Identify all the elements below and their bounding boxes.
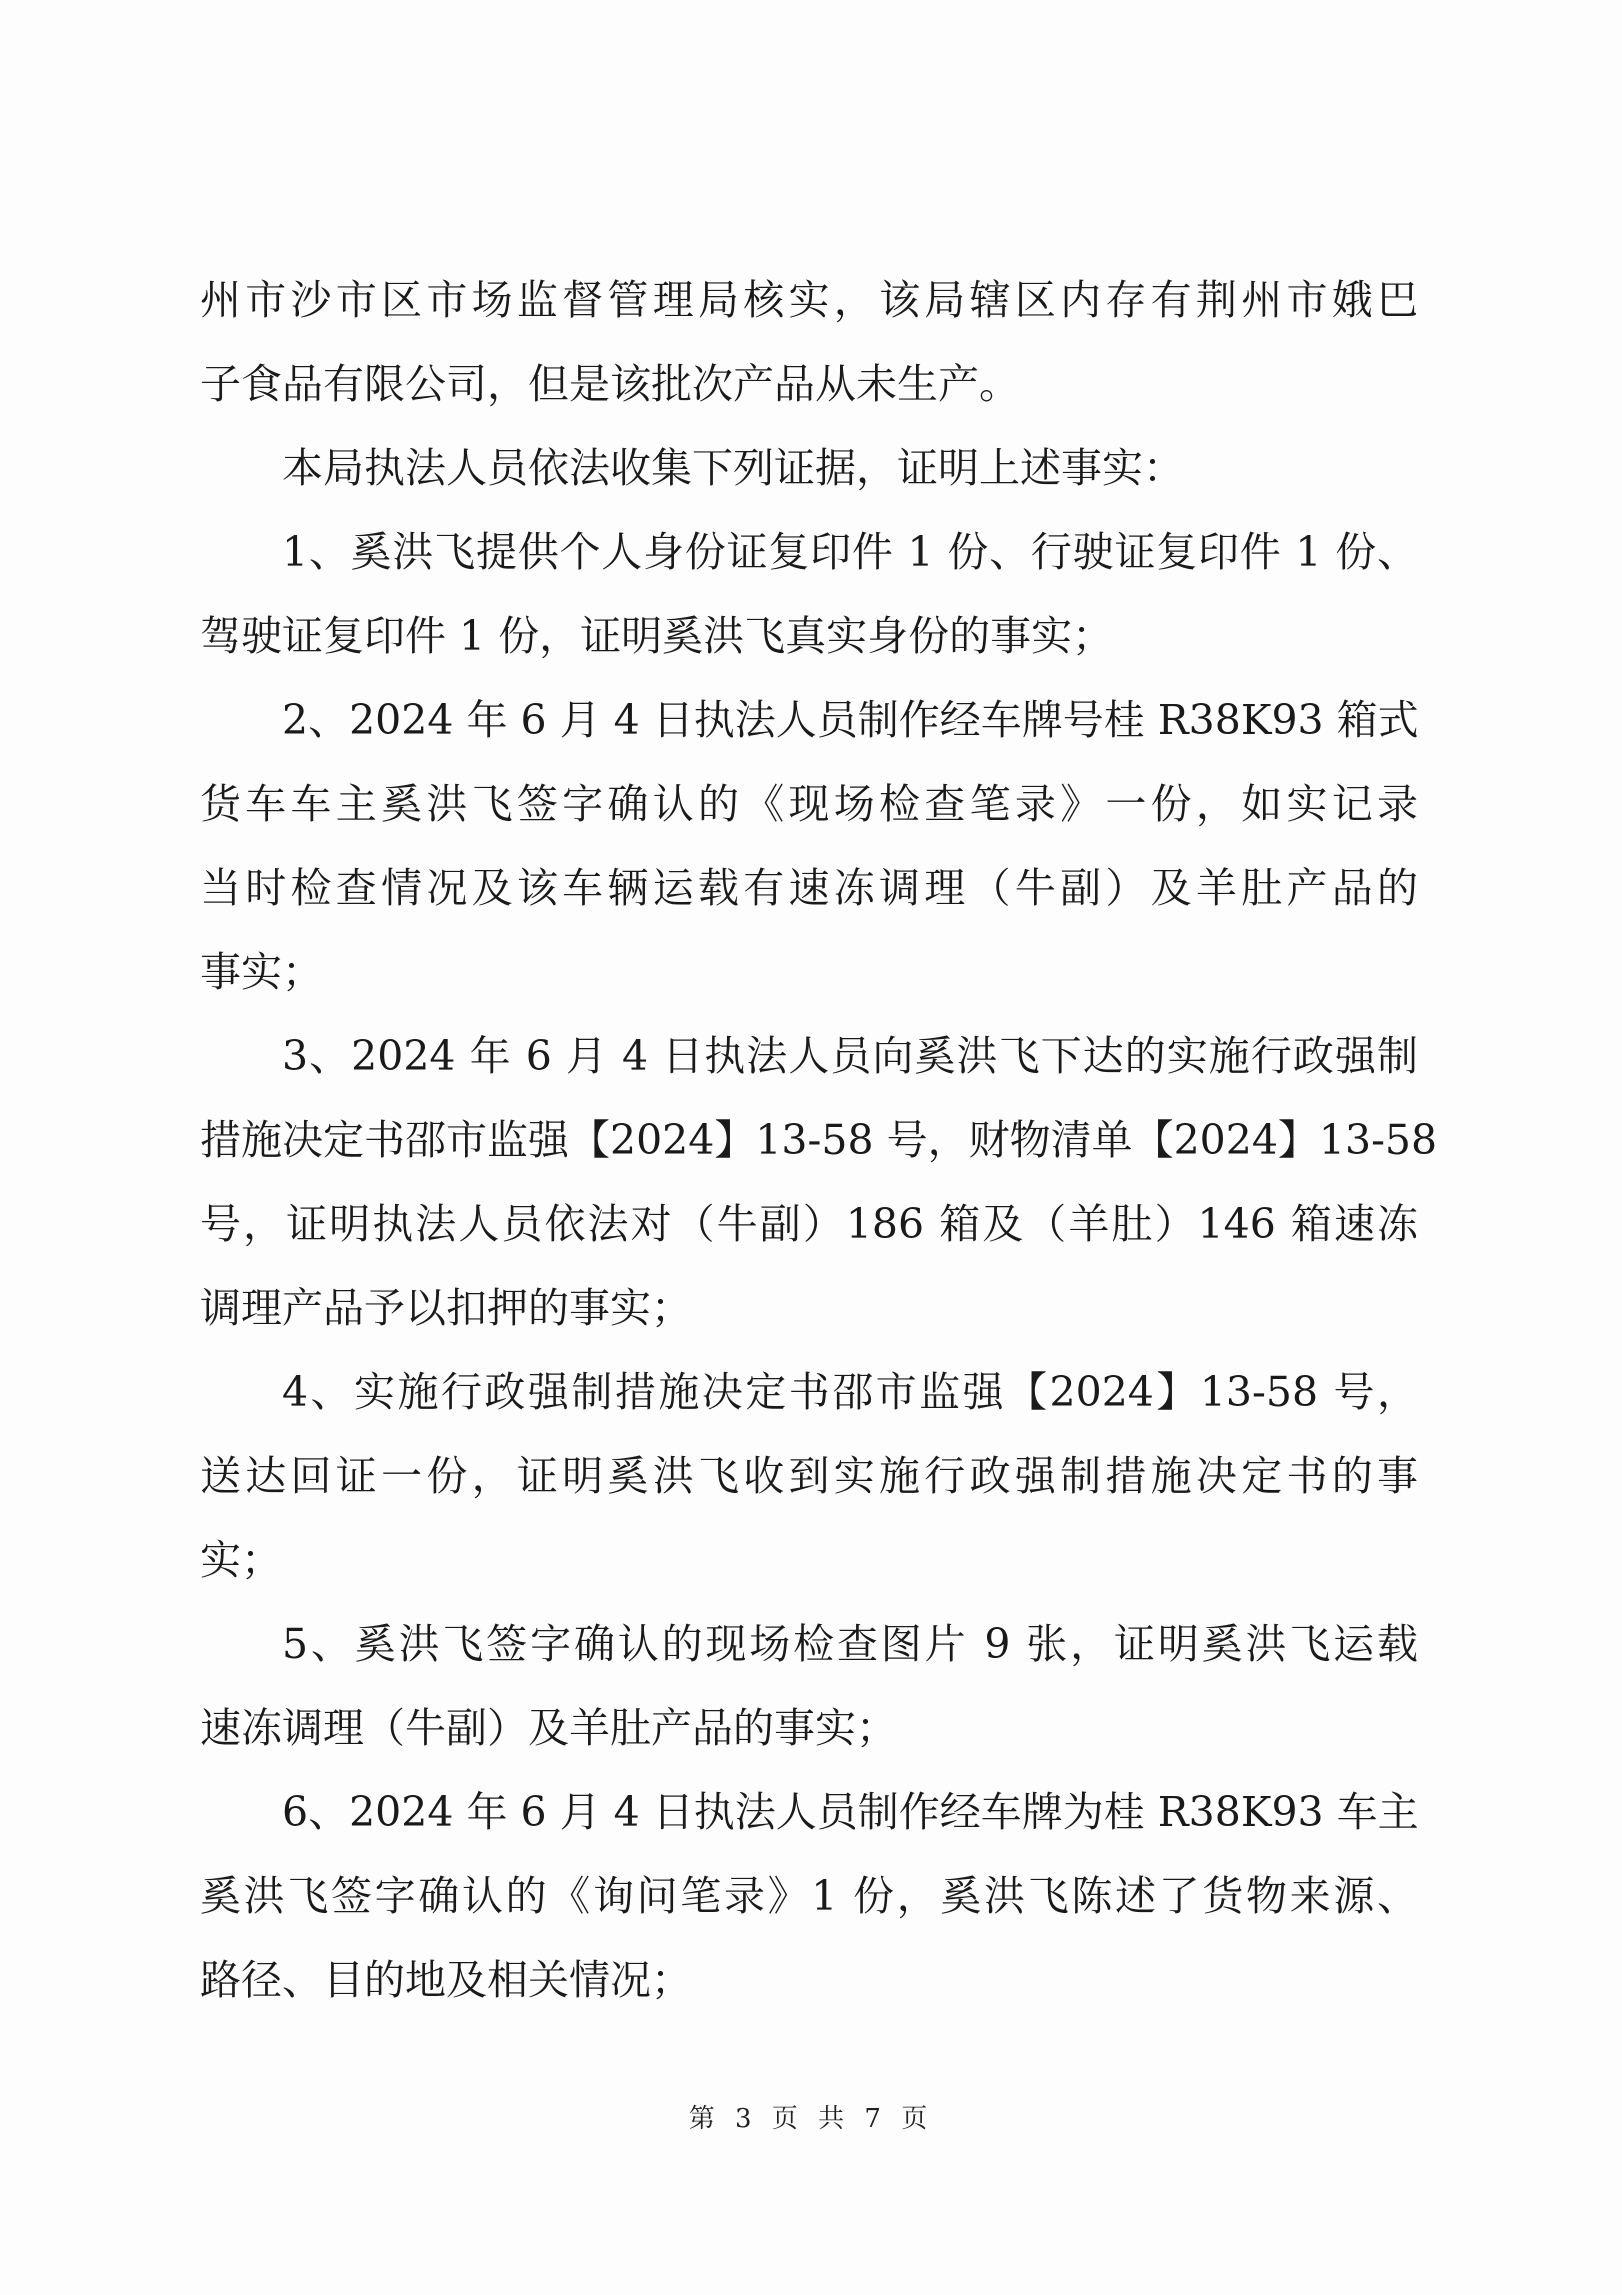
body-text-line: 3、2024 年 6 月 4 日执法人员向奚洪飞下达的实施行政强制 xyxy=(282,1032,1418,1080)
body-text-line: 奚洪飞签字确认的《询问笔录》1 份，奚洪飞陈述了货物来源、 xyxy=(200,1872,1418,1920)
body-text-line: 送达回证一份，证明奚洪飞收到实施行政强制措施决定书的事 xyxy=(200,1452,1418,1500)
body-text-line: 实； xyxy=(200,1536,282,1584)
body-text-line: 路径、目的地及相关情况； xyxy=(200,1956,692,2004)
body-text-line: 4、实施行政强制措施决定书邵市监强【2024】13-58 号， xyxy=(282,1368,1418,1416)
body-text-line: 2、2024 年 6 月 4 日执法人员制作经车牌号桂 R38K93 箱式 xyxy=(282,696,1419,744)
body-text-line: 6、2024 年 6 月 4 日执法人员制作经车牌为桂 R38K93 车主 xyxy=(282,1788,1419,1836)
body-text-line: 号，证明执法人员依法对（牛副）186 箱及（羊肚）146 箱速冻 xyxy=(200,1200,1418,1248)
body-text-line: 5、奚洪飞签字确认的现场检查图片 9 张，证明奚洪飞运载 xyxy=(282,1620,1418,1668)
body-text-line: 当时检查情况及该车辆运载有速冻调理（牛副）及羊肚产品的 xyxy=(200,864,1418,912)
page-number-footer: 第 3 页 共 7 页 xyxy=(688,2104,934,2134)
body-text-line: 事实； xyxy=(200,948,323,996)
document-body xyxy=(200,258,1438,2022)
body-text-line: 措施决定书邵市监强【2024】13-58 号，财物清单【2024】13-58 xyxy=(200,1116,1438,1164)
body-text-line: 本局执法人员依法收集下列证据，证明上述事实： xyxy=(282,444,1184,492)
body-text-line: 货车车主奚洪飞签字确认的《现场检查笔录》一份，如实记录 xyxy=(200,780,1418,828)
body-text-line: 子食品有限公司，但是该批次产品从未生产。 xyxy=(200,360,1020,408)
body-text-line: 驾驶证复印件 1 份，证明奚洪飞真实身份的事实； xyxy=(200,612,1114,660)
body-text-line: 速冻调理（牛副）及羊肚产品的事实； xyxy=(200,1704,897,1752)
body-text-line: 调理产品予以扣押的事实； xyxy=(200,1284,692,1332)
body-text-line: 州市沙市区市场监督管理局核实，该局辖区内存有荆州市娥巴 xyxy=(200,276,1418,324)
body-text-line: 1、奚洪飞提供个人身份证复印件 1 份、行驶证复印件 1 份、 xyxy=(282,528,1418,576)
